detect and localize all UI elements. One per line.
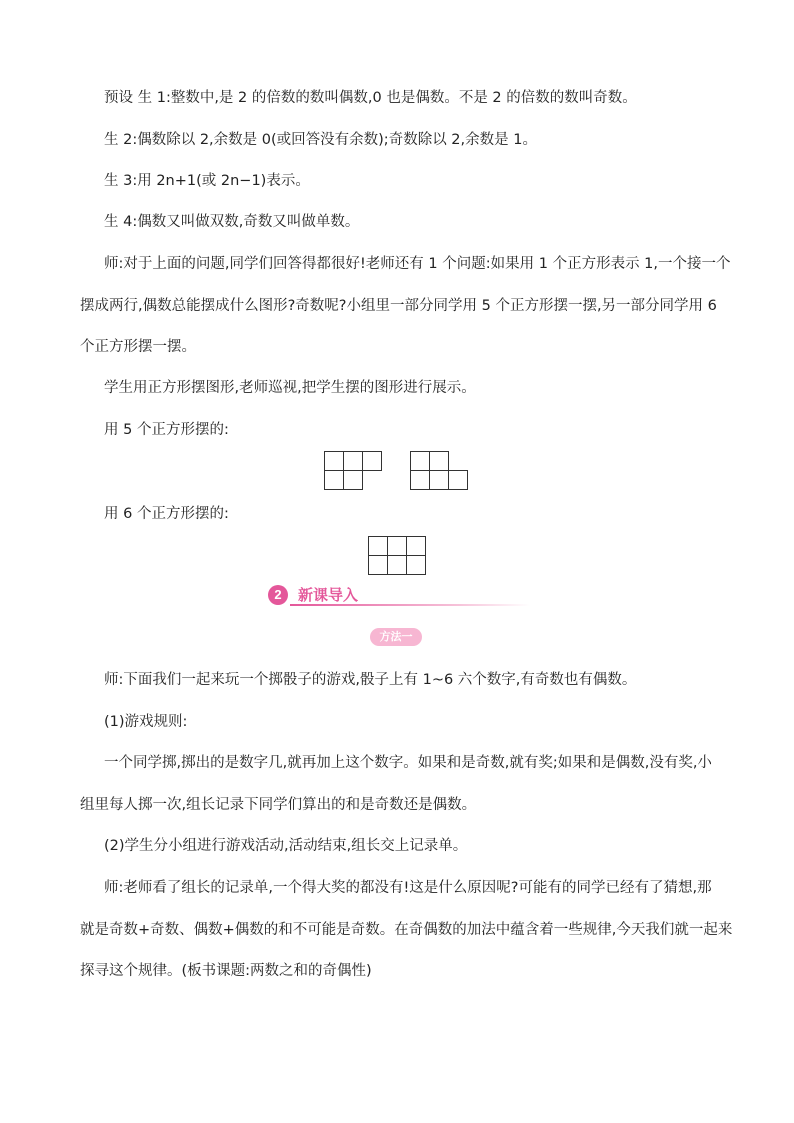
section-underline xyxy=(290,604,530,606)
teacher-question xyxy=(104,244,731,285)
five-squares-label xyxy=(104,410,714,451)
answer-student-2-text: 生 2:偶数除以 2,余数是 0(或回答没有余数);奇数除以 2,余数是 1。 xyxy=(104,132,537,148)
teacher-summary-cont-2 xyxy=(80,951,690,992)
six-squares-label-text: 用 6 个正方形摆的: xyxy=(104,506,229,522)
teacher-summary-line-1: 师:老师看了组长的记录单,一个得大奖的都没有!这是什么原因呢?可能有的同学已经有了猜想,那 xyxy=(104,880,712,896)
game-rules-body xyxy=(104,743,714,784)
teacher-question-line-1: 师:对于上面的问题,同学们回答得都很好!老师还有 1 个问题:如果用 1 个正方形表示 1,一个接一个 xyxy=(104,256,731,272)
six-squares-label xyxy=(104,494,714,535)
section-number-badge: 2 xyxy=(268,585,288,605)
dice-game-intro-text: 师:下面我们一起来玩一个掷骰子的游戏,骰子上有 1~6 六个数字,有奇数也有偶数。 xyxy=(104,672,637,688)
method-tag: 方法一 xyxy=(370,628,422,646)
teacher-question-line-2: 摆成两行,偶数总能摆成什么图形?奇数呢?小组里一部分同学用 5 个正方形摆一摆,另一部分同学用 6 xyxy=(80,298,717,314)
answer-student-3-text: 生 3:用 2n+1(或 2n−1)表示。 xyxy=(104,173,310,189)
section-heading xyxy=(268,583,538,611)
answer-student-1 xyxy=(104,78,714,119)
teacher-question-cont-2 xyxy=(80,327,690,368)
game-rules-heading xyxy=(104,702,714,743)
answer-student-4-text: 生 4:偶数又叫做双数,奇数又叫做单数。 xyxy=(104,214,360,230)
game-rules-line-2: 组里每人掷一次,组长记录下同学们算出的和是奇数还是偶数。 xyxy=(80,797,477,813)
answer-student-3 xyxy=(104,161,714,202)
student-activity-text: 学生用正方形摆图形,老师巡视,把学生摆的图形进行展示。 xyxy=(104,380,476,396)
game-rules-heading-text: (1)游戏规则: xyxy=(104,714,188,730)
game-rules-body-cont xyxy=(80,785,690,826)
answer-student-4 xyxy=(104,202,714,243)
dice-game-intro xyxy=(104,660,714,701)
game-rules-line-1: 一个同学掷,掷出的是数字几,就再加上这个数字。如果和是奇数,就有奖;如果和是偶数,没有奖,小 xyxy=(104,755,712,771)
teacher-summary-line-3: 探寻这个规律。(板书课题:两数之和的奇偶性) xyxy=(80,963,372,979)
student-activity xyxy=(104,368,714,409)
teacher-question-line-3: 个正方形摆一摆。 xyxy=(80,339,196,355)
teacher-summary xyxy=(104,868,714,909)
teacher-question-cont-1 xyxy=(80,286,717,327)
group-activity-text: (2)学生分小组进行游戏活动,活动结束,组长交上记录单。 xyxy=(104,838,468,854)
section-title: 新课导入 xyxy=(298,586,359,604)
five-squares-label-text: 用 5 个正方形摆的: xyxy=(104,422,229,438)
six-squares-figure xyxy=(368,536,428,576)
teacher-summary-cont-1 xyxy=(80,910,733,951)
group-activity xyxy=(104,826,714,867)
answer-student-1-text: 预设 生 1:整数中,是 2 的倍数的数叫偶数,0 也是偶数。不是 2 的倍数的数叫奇数。 xyxy=(104,90,637,106)
teacher-summary-line-2: 就是奇数+奇数、偶数+偶数的和不可能是奇数。在奇偶数的加法中蕴含着一些规律,今天我们就一起来 xyxy=(80,922,733,938)
five-squares-figure-b xyxy=(410,451,470,491)
answer-student-2 xyxy=(104,120,714,161)
five-squares-figure-a xyxy=(324,451,384,491)
